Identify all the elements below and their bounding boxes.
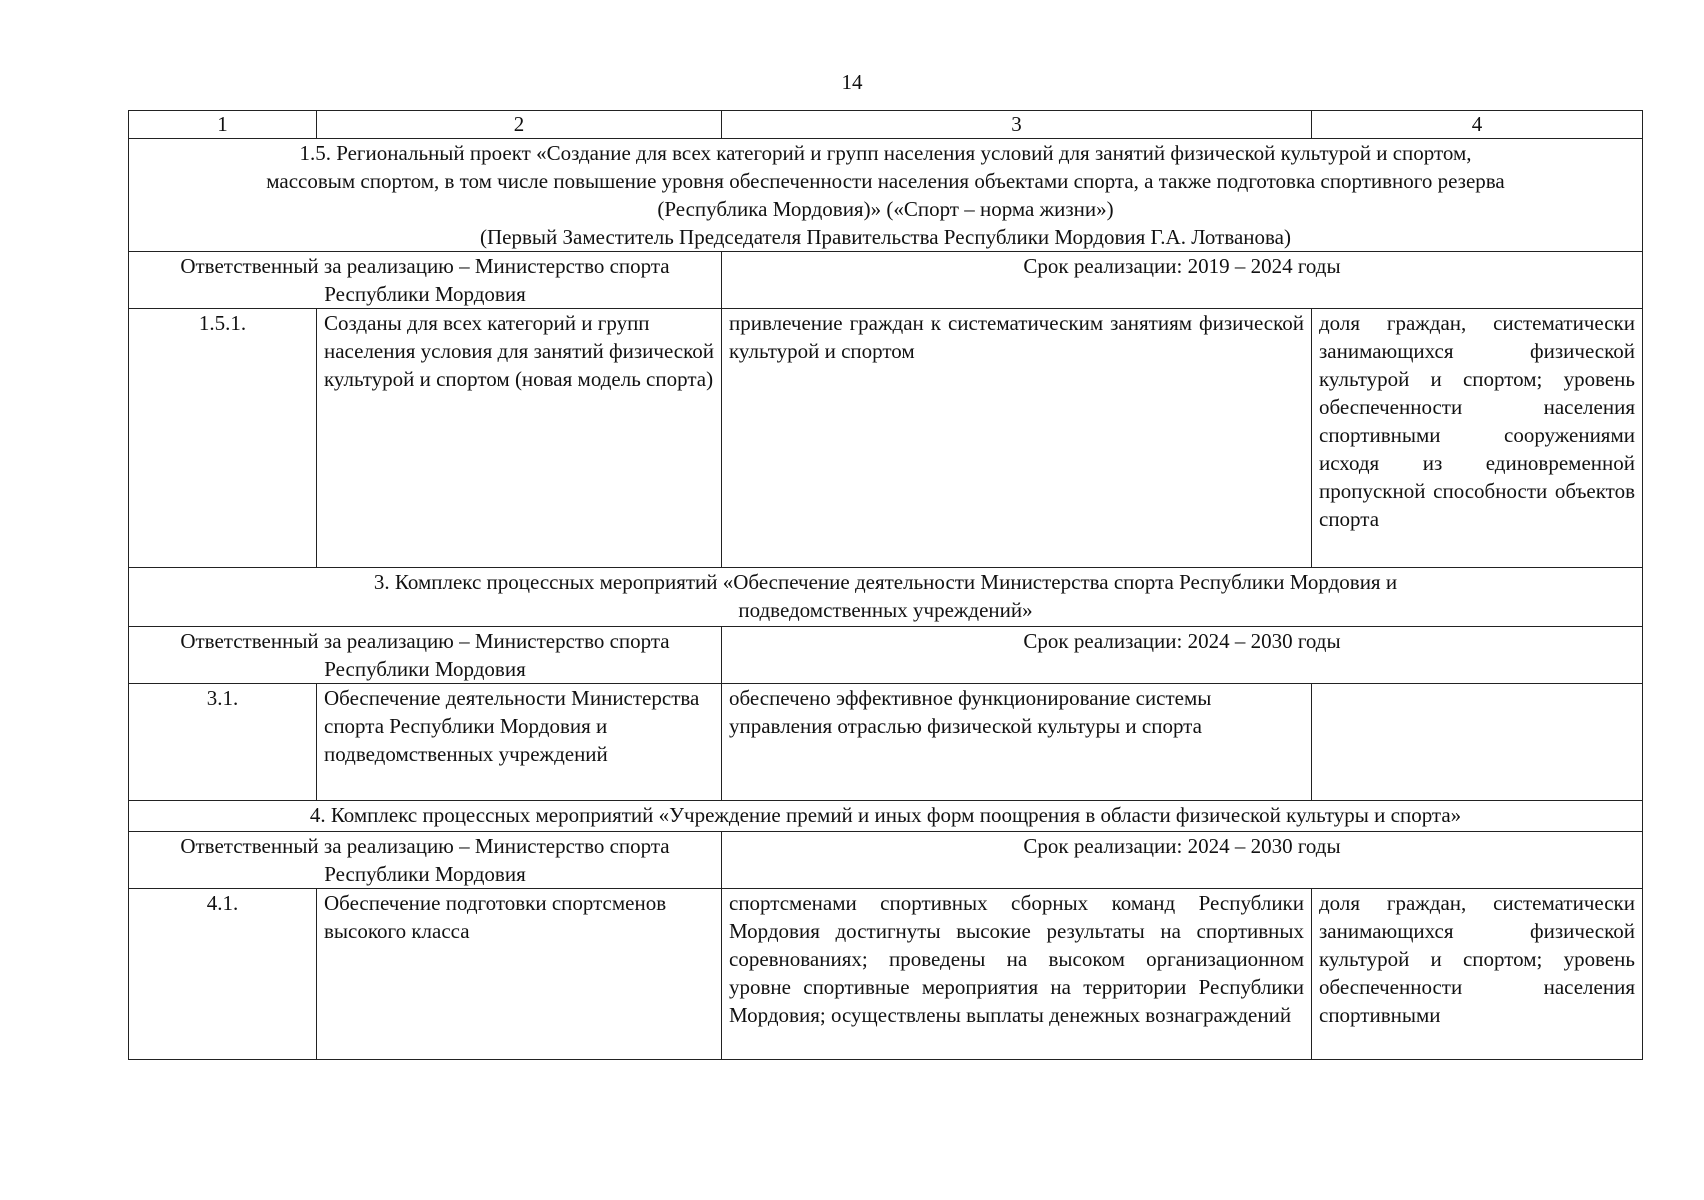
section-title-line: 4. Комплекс процессных мероприятий «Учреждение премий и иных форм поощрения в области физической культуры и спорта» bbox=[309, 803, 1462, 827]
row-number: 3.1. bbox=[129, 684, 317, 801]
indicator-cell: доля граждан, систематически занимающихся физической культурой и спортом; уровень обеспеченности населения спортивными bbox=[1312, 889, 1643, 1060]
period-cell: Срок реализации: 2019 – 2024 годы bbox=[722, 252, 1643, 309]
column-number-3: 3 bbox=[722, 111, 1312, 139]
effect-cell: обеспечено эффективное функционирование системы управления отраслью физической культуры и спорта bbox=[722, 684, 1312, 801]
column-number-1: 1 bbox=[129, 111, 317, 139]
row-number: 4.1. bbox=[129, 889, 317, 1060]
responsible-cell: Ответственный за реализацию – Министерство спорта Республики Мордовия bbox=[129, 832, 722, 889]
section-title-4 bbox=[129, 801, 1643, 832]
responsible-cell: Ответственный за реализацию – Министерство спорта Республики Мордовия bbox=[129, 627, 722, 684]
section-title-3 bbox=[129, 568, 1643, 627]
effect-cell: спортсменами спортивных сборных команд Республики Мордовия достигнуты высокие результаты на спортивных соревнованиях; проведены на высоком организационном уровне спортивные мероприятия на территории Республики Мордовия; осуществлены выплаты денежных вознаграждений bbox=[722, 889, 1312, 1060]
section-title-1-5 bbox=[129, 139, 1643, 252]
section-title-line: (Первый Заместитель Председателя Правительства Республики Мордовия Г.А. Лотванова) bbox=[480, 225, 1291, 249]
task-cell: Обеспечение деятельности Министерства спорта Республики Мордовия и подведомственных учреждений bbox=[317, 684, 722, 801]
table-row bbox=[129, 684, 1643, 801]
row-number: 1.5.1. bbox=[129, 309, 317, 568]
section-title-row bbox=[129, 139, 1643, 252]
section-title-row bbox=[129, 801, 1643, 832]
task-cell: Обеспечение подготовки спортсменов высокого класса bbox=[317, 889, 722, 1060]
indicator-cell bbox=[1312, 684, 1643, 801]
section-title-line: (Республика Мордовия)» («Спорт – норма жизни») bbox=[657, 197, 1114, 221]
responsible-row bbox=[129, 627, 1643, 684]
responsible-cell: Ответственный за реализацию – Министерство спорта Республики Мордовия bbox=[129, 252, 722, 309]
section-title-line: 1.5. Региональный проект «Создание для всех категорий и групп населения условий для занятий физической культурой и спортом, bbox=[299, 141, 1472, 165]
column-number-2: 2 bbox=[317, 111, 722, 139]
table-row bbox=[129, 889, 1643, 1060]
period-cell: Срок реализации: 2024 – 2030 годы bbox=[722, 627, 1643, 684]
column-number-4: 4 bbox=[1312, 111, 1643, 139]
column-number-row bbox=[129, 111, 1643, 139]
period-cell: Срок реализации: 2024 – 2030 годы bbox=[722, 832, 1643, 889]
indicator-cell: доля граждан, систематически занимающихся физической культурой и спортом; уровень обеспеченности населения спортивными сооружениями исходя из единовременной пропускной способности объектов спорта bbox=[1312, 309, 1643, 568]
table-row bbox=[129, 309, 1643, 568]
section-title-line: 3. Комплекс процессных мероприятий «Обеспечение деятельности Министерства спорта Республики Мордовия и bbox=[373, 570, 1398, 594]
page-number: 14 bbox=[841, 70, 863, 94]
responsible-row bbox=[129, 832, 1643, 889]
section-title-line: подведомственных учреждений» bbox=[738, 598, 1033, 622]
program-table bbox=[128, 110, 1643, 1060]
section-title-line: массовым спортом, в том числе повышение уровня обеспеченности населения объектами спорта, а также подготовка спортивного резерва bbox=[266, 169, 1505, 193]
section-title-row bbox=[129, 568, 1643, 627]
effect-cell: привлечение граждан к систематическим занятиям физической культурой и спортом bbox=[722, 309, 1312, 568]
task-cell: Созданы для всех категорий и групп населения условия для занятий физической культурой и спортом (новая модель спорта) bbox=[317, 309, 722, 568]
responsible-row bbox=[129, 252, 1643, 309]
